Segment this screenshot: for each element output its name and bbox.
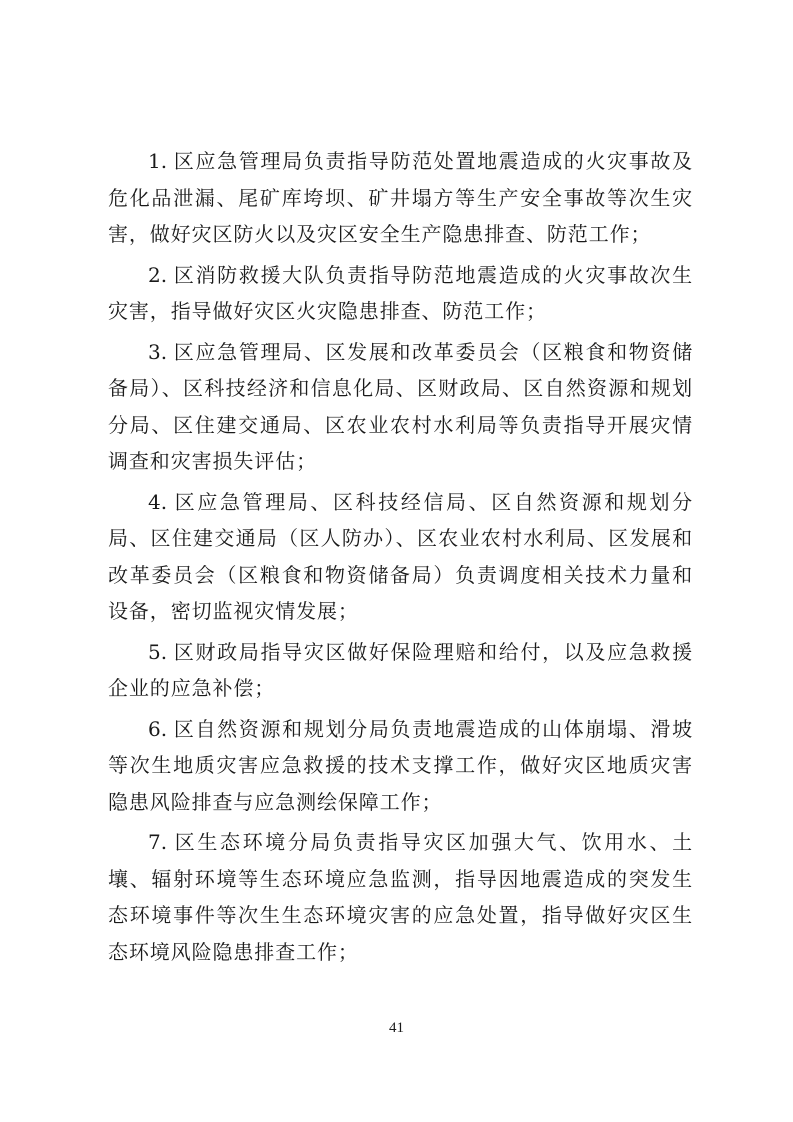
paragraph-text: 区生态环境分局负责指导灾区加强大气、饮用水、土壤、辐射环境等生态环境应急监测，指导因地震造成的突发生态环境事件等次生生态环境灾害的应急处置，指导做好灾区生态环境风险隐患排查工作； bbox=[108, 830, 693, 964]
paragraph-number: 5. bbox=[148, 639, 168, 664]
paragraph-number: 2. bbox=[148, 262, 168, 287]
paragraph-text: 区应急管理局、区发展和改革委员会（区粮食和物资储备局）、区科技经济和信息化局、区财政局、区自然资源和规划分局、区住建交通局、区农业农村水利局等负责指导开展灾情调查和灾害损失评估； bbox=[108, 339, 693, 473]
paragraph-5 bbox=[108, 634, 693, 707]
paragraph-number: 1. bbox=[148, 149, 168, 173]
paragraph-4 bbox=[108, 484, 693, 630]
paragraph-text: 区财政局指导灾区做好保险理赔和给付，以及应急救援企业的应急补偿； bbox=[108, 639, 693, 700]
paragraph-number: 6. bbox=[148, 716, 168, 741]
paragraph-text: 区消防救援大队负责指导防范地震造成的火灾事故次生灾害，指导做好灾区火灾隐患排查、防范工作； bbox=[108, 262, 693, 323]
paragraph-number: 3. bbox=[148, 339, 168, 364]
paragraph-1 bbox=[108, 143, 693, 253]
paragraph-number: 4. bbox=[148, 489, 168, 514]
paragraph-number: 7. bbox=[148, 830, 168, 854]
page-number: 41 bbox=[389, 1020, 404, 1036]
paragraph-2 bbox=[108, 257, 693, 330]
paragraph-3 bbox=[108, 334, 693, 480]
paragraph-text: 区应急管理局、区科技经信局、区自然资源和规划分局、区住建交通局（区人防办）、区农业农村水利局、区发展和改革委员会（区粮食和物资储备局）负责调度相关技术力量和设备，密切监视灾情发展； bbox=[108, 489, 693, 623]
paragraph-text: 区自然资源和规划分局负责地震造成的山体崩塌、滑坡等次生地质灾害应急救援的技术支撑工作，做好灾区地质灾害隐患风险排查与应急测绘保障工作； bbox=[108, 716, 693, 814]
document-body bbox=[108, 143, 693, 974]
paragraph-6 bbox=[108, 711, 693, 821]
paragraph-text: 区应急管理局负责指导防范处置地震造成的火灾事故及危化品泄漏、尾矿库垮坝、矿井塌方等生产安全事故等次生灾害，做好灾区防火以及灾区安全生产隐患排查、防范工作； bbox=[108, 149, 693, 246]
paragraph-7 bbox=[108, 824, 693, 970]
